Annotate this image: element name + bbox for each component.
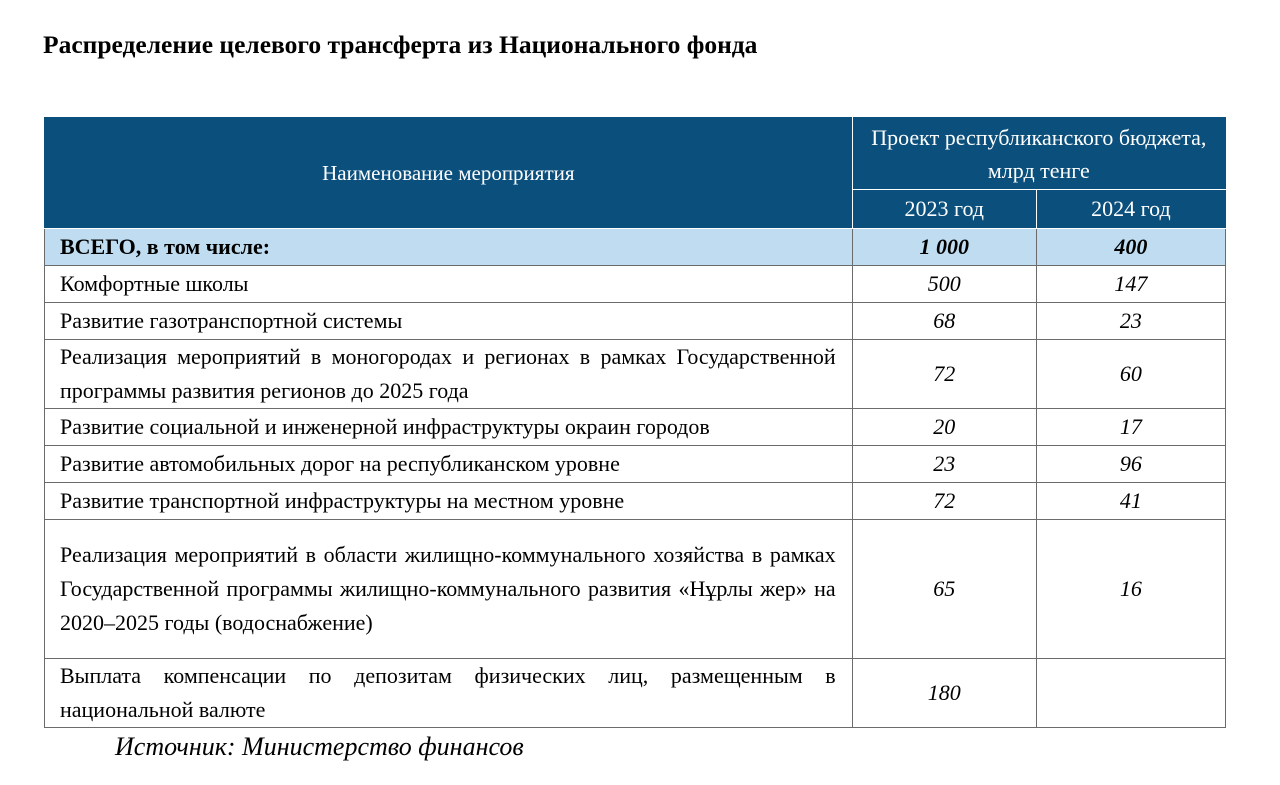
header-year-2023: 2023 год — [852, 190, 1036, 229]
row-name: ВСЕГО, в том числе: — [45, 229, 853, 266]
row-name: Развитие газотранспортной системы — [45, 303, 853, 340]
row-name: Комфортные школы — [45, 266, 853, 303]
table-row — [45, 520, 1226, 659]
row-value-2023: 180 — [852, 659, 1036, 728]
row-value-2024: 96 — [1036, 446, 1225, 483]
row-value-2024: 41 — [1036, 483, 1225, 520]
transfer-table — [44, 117, 1226, 728]
table-row — [45, 303, 1226, 340]
row-value-2024: 400 — [1036, 229, 1225, 266]
row-value-2024: 60 — [1036, 340, 1225, 409]
row-value-2024: 23 — [1036, 303, 1225, 340]
table-row — [45, 340, 1226, 409]
row-value-2023: 1 000 — [852, 229, 1036, 266]
row-value-2024 — [1036, 659, 1225, 728]
row-value-2023: 500 — [852, 266, 1036, 303]
row-value-2023: 72 — [852, 340, 1036, 409]
table-row — [45, 266, 1226, 303]
row-value-2023: 23 — [852, 446, 1036, 483]
row-name: Реализация мероприятий в области жилищно-коммунального хозяйства в рамках Государственной программы жилищно-коммунального развития «Нұрлы жер» на 2020–2025 годы (водоснабжение) — [45, 520, 853, 659]
row-name: Реализация мероприятий в моногородах и регионах в рамках Государственной программы развития регионов до 2025 года — [45, 340, 853, 409]
row-value-2024: 17 — [1036, 409, 1225, 446]
table-row — [45, 409, 1226, 446]
row-value-2023: 68 — [852, 303, 1036, 340]
row-value-2023: 20 — [852, 409, 1036, 446]
row-value-2023: 72 — [852, 483, 1036, 520]
row-value-2024: 16 — [1036, 520, 1225, 659]
table-row — [45, 483, 1226, 520]
header-year-2024: 2024 год — [1036, 190, 1225, 229]
row-value-2023: 65 — [852, 520, 1036, 659]
row-name: Развитие автомобильных дорог на республиканском уровне — [45, 446, 853, 483]
header-budget-project: Проект республиканского бюджета, млрд тенге — [852, 118, 1225, 190]
table-row — [45, 446, 1226, 483]
row-name: Выплата компенсации по депозитам физических лиц, размещенным в национальной валюте — [45, 659, 853, 728]
table-row-total — [45, 229, 1226, 266]
row-name: Развитие социальной и инженерной инфраструктуры окраин городов — [45, 409, 853, 446]
table-row — [45, 659, 1226, 728]
row-value-2024: 147 — [1036, 266, 1225, 303]
page-title: Распределение целевого трансферта из Национального фонда — [43, 30, 758, 59]
header-activity-name: Наименование мероприятия — [45, 118, 853, 229]
source-note: Источник: Министерство финансов — [115, 732, 524, 761]
row-name: Развитие транспортной инфраструктуры на местном уровне — [45, 483, 853, 520]
